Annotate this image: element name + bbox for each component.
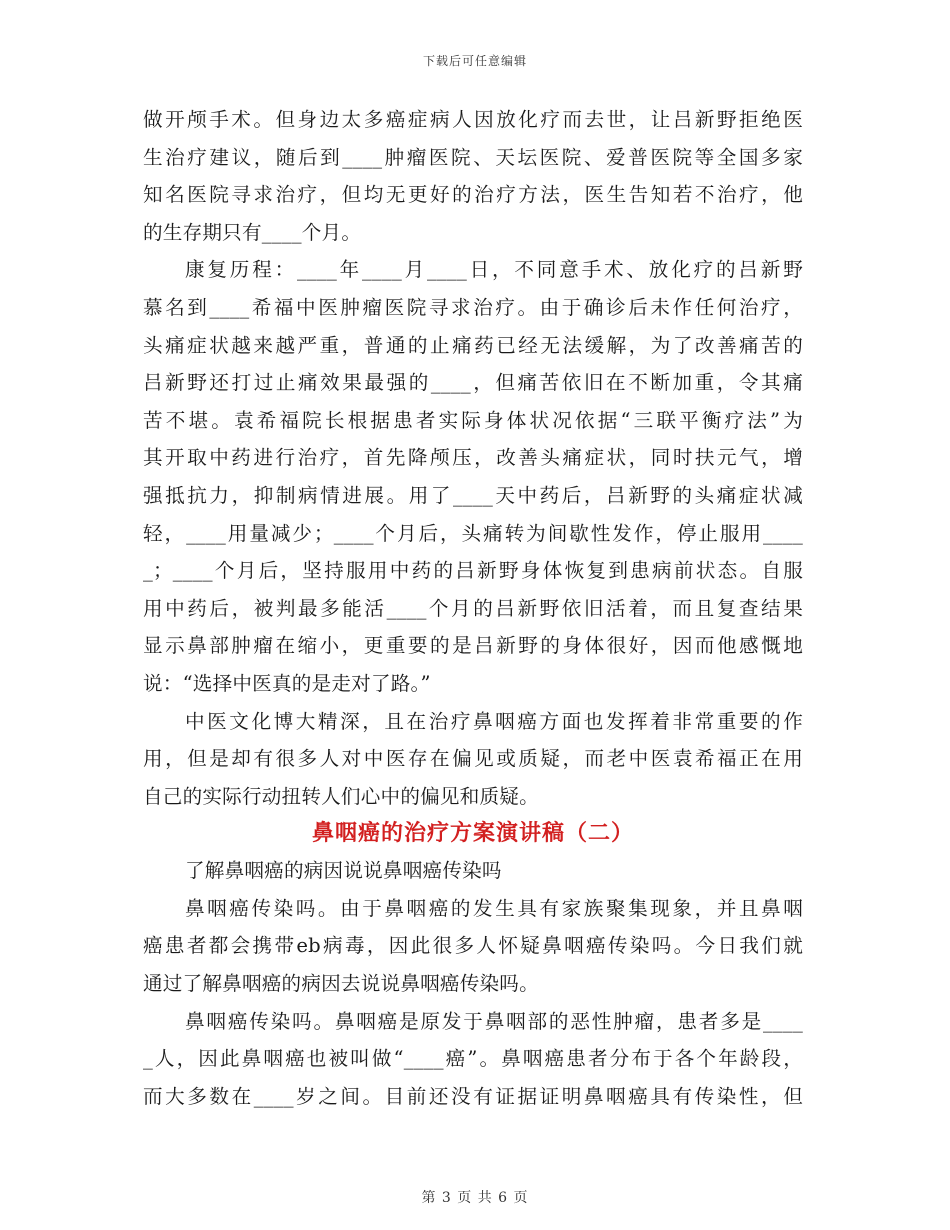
page-header: 下载后可任意编辑 [422, 54, 527, 68]
text-line: 癌患者都会携带eb病毒，因此很多人怀疑鼻咽癌传染吗。今日我们就 [143, 934, 803, 958]
text-line: 强抵抗力，抑制病情进展。用了____天中药后，吕新野的头痛症状减 [143, 483, 803, 507]
text-line: 中医文化博大精深，且在治疗鼻咽癌方面也发挥着非常重要的作 [185, 709, 803, 733]
paragraph-3 [143, 703, 803, 816]
text-line: 康复历程：____年____月____日，不同意手术、放化疗的吕新野 [185, 258, 803, 282]
text-line: 用，但是却有很多人对中医存在偏见或质疑，而老中医袁希福正在用 [143, 747, 803, 771]
paragraph-1 [143, 101, 803, 251]
paragraph-5 [143, 890, 803, 1003]
text-line: 的生存期只有____个月。 [143, 220, 362, 244]
paragraph-6 [143, 1003, 803, 1116]
text-line: 鼻咽癌传染吗。鼻咽癌是原发于鼻咽部的恶性肿瘤，患者多是____ [185, 1009, 803, 1033]
text-line: 轻，____用量减少；____个月后，头痛转为间歇性发作，停止服用____ [143, 521, 803, 545]
paragraph-4 [143, 852, 803, 890]
section-title: 鼻咽癌的治疗方案演讲稿（二） [311, 820, 634, 847]
document-body [143, 101, 803, 1115]
text-line: 用中药后，被判最多能活____个月的吕新野依旧活着，而且复查结果 [143, 596, 803, 620]
text-line: 头痛症状越来越严重，普通的止痛药已经无法缓解，为了改善痛苦的 [143, 333, 803, 357]
text-line: 其开取中药进行治疗，首先降颅压，改善头痛症状，同时扶元气，增 [143, 446, 803, 470]
text-line: _人，因此鼻咽癌也被叫做“____癌”。鼻咽癌患者分布于各个年龄段， [143, 1047, 803, 1071]
text-line: 慕名到____希福中医肿瘤医院寻求治疗。由于确诊后未作任何治疗， [143, 295, 803, 319]
text-line: 知名医院寻求治疗，但均无更好的治疗方法，医生告知若不治疗，他 [143, 183, 803, 207]
text-line: 通过了解鼻咽癌的病因去说说鼻咽癌传染吗。 [143, 972, 539, 996]
page-footer: 第 3 页 共 6 页 [421, 1190, 529, 1206]
text-line: 说：“选择中医真的是走对了路。” [143, 671, 431, 695]
text-line: 苦不堪。袁希福院长根据患者实际身体状况依据“三联平衡疗法”为 [143, 408, 803, 432]
text-line: 了解鼻咽癌的病因说说鼻咽癌传染吗 [185, 859, 502, 883]
paragraph-2 [143, 251, 803, 702]
text-line: 生治疗建议，随后到____肿瘤医院、天坛医院、爱普医院等全国多家 [143, 145, 803, 169]
text-line: _；____个月后，坚持服用中药的吕新野身体恢复到患病前状态。自服 [143, 559, 803, 583]
text-line: 鼻咽癌传染吗。由于鼻咽癌的发生具有家族聚集现象，并且鼻咽 [185, 896, 803, 920]
text-line: 而大多数在____岁之间。目前还没有证据证明鼻咽癌具有传染性，但 [143, 1084, 803, 1108]
text-line: 显示鼻部肿瘤在缩小，更重要的是吕新野的身体很好，因而他感慨地 [143, 634, 803, 658]
text-line: 自己的实际行动扭转人们心中的偏见和质疑。 [143, 784, 539, 808]
text-line: 做开颅手术。但身边太多癌症病人因放化疗而去世，让吕新野拒绝医 [143, 108, 803, 131]
text-line: 吕新野还打过止痛效果最强的____，但痛苦依旧在不断加重，令其痛 [143, 371, 803, 395]
